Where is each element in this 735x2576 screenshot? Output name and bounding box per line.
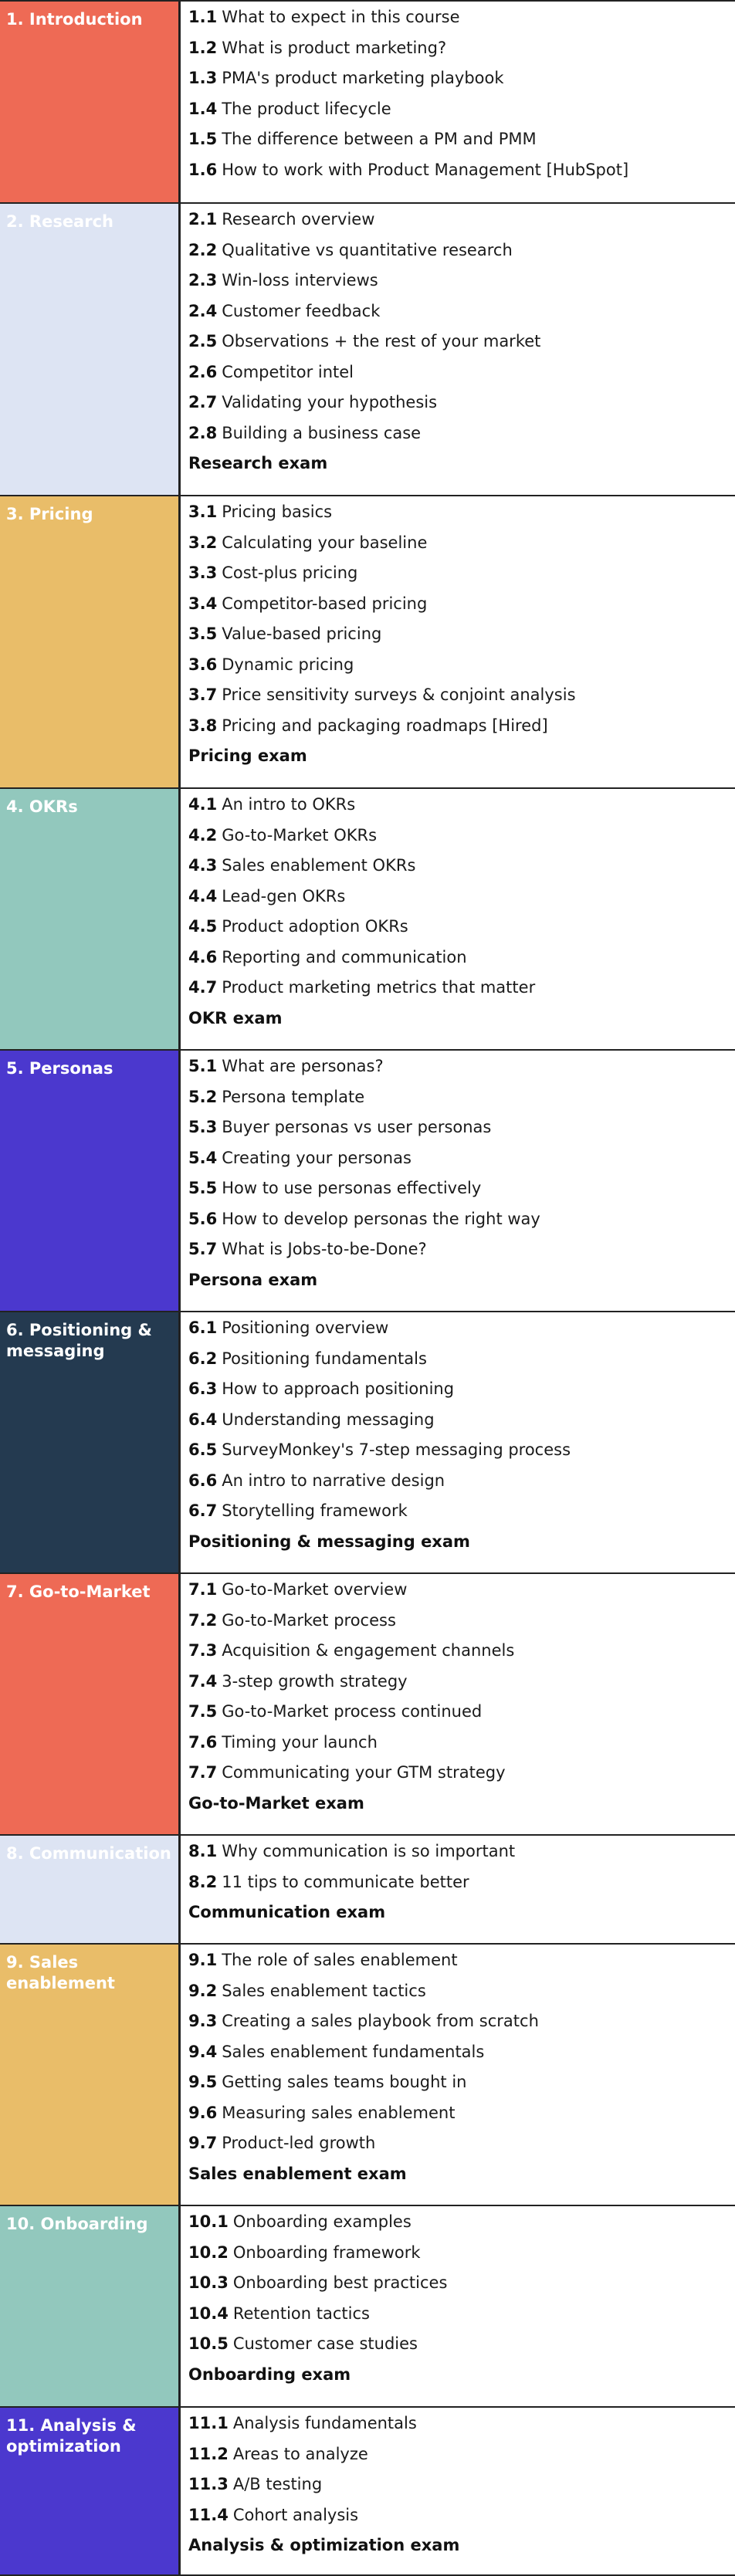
lesson-item[interactable] [188, 826, 735, 857]
module-row [0, 496, 735, 789]
module-label-cell [0, 204, 181, 495]
lesson-number: 1.4 [188, 99, 218, 118]
module-title: 8. Communication [6, 1844, 171, 1863]
lesson-list [181, 2408, 735, 2574]
lesson-number: 7.4 [188, 1671, 218, 1691]
lesson-item[interactable] [188, 2414, 735, 2445]
lesson-number: 5.1 [188, 1057, 218, 1075]
module-row [0, 2, 735, 204]
lesson-title: How to use personas effectively [222, 1179, 482, 1197]
lesson-item[interactable] [188, 655, 735, 686]
lesson-number: 5.5 [188, 1179, 218, 1197]
module-title: 2. Research [6, 212, 113, 231]
lesson-title: Value-based pricing [222, 625, 382, 643]
lesson-title: Customer feedback [222, 301, 381, 320]
lesson-item[interactable] [188, 1501, 735, 1532]
lesson-item[interactable] [188, 1733, 735, 1764]
lesson-title: Validating your hypothesis [222, 393, 438, 411]
lesson-item[interactable] [188, 2273, 735, 2304]
lesson-number: 1.6 [188, 160, 218, 179]
lesson-title: An intro to narrative design [222, 1471, 445, 1490]
lesson-number: 8.1 [188, 1842, 218, 1860]
lesson-title: Retention tactics [232, 2304, 370, 2323]
lesson-number: 2.2 [188, 240, 218, 259]
lesson-title: Storytelling framework [222, 1501, 408, 1520]
lesson-item[interactable] [188, 1210, 735, 1241]
lesson-title: Customer case studies [232, 2334, 418, 2353]
lesson-title: Sales enablement OKRs [222, 856, 416, 875]
lesson-number: 3.7 [188, 685, 218, 704]
lesson-item[interactable] [188, 424, 735, 455]
lesson-title: Positioning overview [222, 1318, 389, 1337]
lesson-title: Go-to-Market process continued [222, 1702, 483, 1721]
module-row [0, 1312, 735, 1574]
lesson-number: 4.3 [188, 856, 218, 875]
lesson-title: Pricing basics [222, 503, 333, 521]
lesson-title: Buyer personas vs user personas [222, 1118, 492, 1136]
lesson-item[interactable] [188, 100, 735, 130]
lesson-title: Research overview [222, 210, 375, 228]
lesson-title: Price sensitivity surveys & conjoint analysis [222, 685, 576, 704]
module-label-cell [0, 1312, 181, 1572]
lesson-title: Onboarding examples [232, 2212, 412, 2231]
lesson-title: Qualitative vs quantitative research [222, 240, 513, 259]
lesson-number: 1.2 [188, 38, 218, 57]
lesson-number: 10.1 [188, 2212, 229, 2231]
lesson-list [181, 2, 735, 202]
lesson-item[interactable] [188, 856, 735, 887]
lesson-title: What to expect in this course [222, 8, 460, 26]
lesson-item[interactable] [188, 1318, 735, 1349]
lesson-item[interactable] [188, 130, 735, 161]
module-row [0, 1836, 735, 1945]
lesson-number: 3.8 [188, 716, 218, 735]
lesson-item[interactable] [188, 1611, 735, 1642]
lesson-item[interactable] [188, 161, 735, 191]
module-label-cell [0, 2408, 181, 2574]
lesson-title: Observations + the rest of your market [222, 332, 541, 350]
lesson-title: Timing your launch [222, 1732, 378, 1752]
lesson-number: 6.6 [188, 1471, 218, 1490]
lesson-item[interactable] [188, 533, 735, 564]
lesson-title: How to approach positioning [222, 1379, 455, 1398]
lesson-title: Why communication is so important [222, 1842, 516, 1860]
lesson-title: What is product marketing? [222, 38, 447, 57]
lesson-item[interactable] [188, 8, 735, 39]
lesson-number: 5.3 [188, 1118, 218, 1136]
lesson-title: An intro to OKRs [222, 795, 356, 814]
lesson-item[interactable] [188, 1240, 735, 1271]
lesson-item[interactable] [188, 1149, 735, 1180]
lesson-number: 10.2 [188, 2243, 229, 2262]
lesson-item[interactable] [188, 69, 735, 100]
lesson-title: Cohort analysis [232, 2505, 359, 2524]
lesson-title: Calculating your baseline [222, 533, 428, 552]
lesson-number: 6.2 [188, 1349, 218, 1368]
lesson-item[interactable] [188, 2334, 735, 2365]
lesson-number: 9.4 [188, 2042, 218, 2061]
lesson-title: Dynamic pricing [222, 655, 354, 674]
lesson-number: 7.2 [188, 1610, 218, 1630]
lesson-number: 6.1 [188, 1318, 218, 1337]
lesson-list [181, 1836, 735, 1943]
lesson-title: Sales enablement tactics [222, 1981, 426, 2000]
lesson-item[interactable] [188, 948, 735, 979]
lesson-item[interactable] [188, 2012, 735, 2043]
lesson-item[interactable] [188, 1349, 735, 1380]
lesson-title: Product-led growth [222, 2134, 376, 2152]
lesson-title: Analysis fundamentals [232, 2414, 417, 2432]
lesson-list [181, 204, 735, 495]
lesson-title: Persona template [222, 1087, 365, 1106]
lesson-item[interactable] [188, 332, 735, 363]
lesson-number: 5.2 [188, 1087, 218, 1106]
lesson-item[interactable] [188, 1873, 735, 1904]
module-row [0, 204, 735, 496]
lesson-item[interactable] [188, 1179, 735, 1210]
lesson-item[interactable] [188, 1982, 735, 2012]
module-title: 4. OKRs [6, 797, 78, 816]
lesson-item[interactable] [188, 241, 735, 272]
module-exam[interactable]: Sales enablement exam [188, 2164, 407, 2183]
lesson-item[interactable] [188, 393, 735, 424]
lesson-item[interactable] [188, 2506, 735, 2537]
lesson-number: 5.6 [188, 1209, 218, 1228]
module-exam[interactable]: Go-to-Market exam [188, 1793, 364, 1813]
lesson-title: Competitor intel [222, 362, 354, 381]
lesson-title: What are personas? [222, 1057, 384, 1075]
lesson-number: 2.3 [188, 271, 218, 289]
module-label-cell [0, 1836, 181, 1943]
lesson-list [181, 1945, 735, 2205]
module-title: 10. Onboarding [6, 2215, 148, 2233]
lesson-title: Understanding messaging [222, 1410, 435, 1429]
module-exam[interactable]: Pricing exam [188, 746, 307, 765]
lesson-number: 9.3 [188, 2012, 218, 2030]
lesson-title: Win-loss interviews [222, 271, 378, 289]
lesson-item[interactable] [188, 1580, 735, 1611]
module-label-cell [0, 2206, 181, 2406]
module-exam[interactable]: Research exam [188, 454, 328, 472]
lesson-item[interactable] [188, 887, 735, 918]
lesson-item[interactable] [188, 795, 735, 826]
lesson-number: 10.3 [188, 2273, 229, 2292]
lesson-item[interactable] [188, 2043, 735, 2073]
module-label-cell [0, 1945, 181, 2205]
module-title: 7. Go-to-Market [6, 1582, 151, 1601]
lesson-number: 9.5 [188, 2073, 218, 2091]
lesson-title: Product adoption OKRs [222, 917, 408, 936]
module-row [0, 1945, 735, 2206]
lesson-item[interactable] [188, 564, 735, 594]
lesson-number: 7.3 [188, 1641, 218, 1660]
lesson-number: 5.4 [188, 1148, 218, 1167]
lesson-item[interactable] [188, 594, 735, 625]
lesson-item[interactable] [188, 2212, 735, 2243]
lesson-item[interactable] [188, 1702, 735, 1733]
lesson-number: 4.7 [188, 978, 218, 997]
lesson-title: A/B testing [232, 2475, 323, 2493]
lesson-number: 4.4 [188, 886, 218, 905]
module-label-cell [0, 1051, 181, 1311]
module-row [0, 1574, 735, 1836]
lesson-item[interactable] [188, 503, 735, 533]
lesson-title: Measuring sales enablement [222, 2103, 456, 2122]
lesson-title: Product marketing metrics that matter [222, 978, 536, 997]
module-row [0, 2408, 735, 2576]
lesson-item[interactable] [188, 1763, 735, 1794]
module-title: 11. Analysis & optimization [6, 2416, 137, 2456]
lesson-number: 3.2 [188, 533, 218, 552]
lesson-number: 2.8 [188, 423, 218, 442]
lesson-list [181, 1312, 735, 1572]
lesson-title: Reporting and communication [222, 947, 467, 966]
lesson-item[interactable] [188, 2243, 735, 2274]
module-row [0, 2206, 735, 2408]
module-label-cell [0, 1574, 181, 1834]
lesson-item[interactable] [188, 1118, 735, 1149]
lesson-item[interactable] [188, 1088, 735, 1119]
lesson-item[interactable] [188, 302, 735, 333]
lesson-item[interactable] [188, 625, 735, 655]
lesson-title: Competitor-based pricing [222, 594, 428, 613]
lesson-item[interactable] [188, 978, 735, 1009]
lesson-title: Getting sales teams bought in [222, 2073, 467, 2091]
lesson-number: 2.7 [188, 393, 218, 411]
lesson-number: 4.1 [188, 795, 218, 814]
lesson-item[interactable] [188, 2104, 735, 2134]
lesson-title: Go-to-Market overview [222, 1580, 408, 1599]
lesson-number: 7.1 [188, 1580, 218, 1599]
lesson-number: 11.4 [188, 2505, 229, 2524]
lesson-number: 2.4 [188, 301, 218, 320]
lesson-number: 9.7 [188, 2134, 218, 2152]
lesson-item[interactable] [188, 2445, 735, 2476]
lesson-number: 1.5 [188, 130, 218, 148]
lesson-number: 3.6 [188, 655, 218, 674]
lesson-number: 11.1 [188, 2414, 229, 2432]
lesson-title: How to develop personas the right way [222, 1209, 540, 1228]
lesson-title: The role of sales enablement [222, 1951, 458, 1969]
lesson-item[interactable] [188, 2134, 735, 2165]
lesson-title: Sales enablement fundamentals [222, 2042, 485, 2061]
module-label-cell [0, 2, 181, 202]
lesson-item[interactable] [188, 2475, 735, 2506]
lesson-number: 4.2 [188, 825, 218, 845]
module-exam[interactable]: Onboarding exam [188, 2364, 351, 2384]
lesson-item[interactable] [188, 1410, 735, 1441]
lesson-number: 9.1 [188, 1951, 218, 1969]
lesson-number: 10.4 [188, 2304, 229, 2323]
lesson-title: The difference between a PM and PMM [222, 130, 537, 148]
lesson-item[interactable] [188, 716, 735, 747]
lesson-item[interactable] [188, 1641, 735, 1672]
lesson-number: 4.6 [188, 947, 218, 966]
lesson-number: 7.7 [188, 1763, 218, 1782]
lesson-list [181, 789, 735, 1049]
lesson-title: Communicating your GTM strategy [222, 1763, 506, 1782]
lesson-number: 2.1 [188, 210, 218, 228]
lesson-title: Go-to-Market process [222, 1610, 396, 1630]
module-title: 3. Pricing [6, 505, 93, 523]
lesson-number: 2.5 [188, 332, 218, 350]
lesson-item[interactable] [188, 1672, 735, 1703]
lesson-title: Pricing and packaging roadmaps [Hired] [222, 716, 548, 735]
lesson-list [181, 1051, 735, 1311]
lesson-number: 4.5 [188, 917, 218, 936]
lesson-title: PMA's product marketing playbook [222, 69, 504, 87]
lesson-item[interactable] [188, 1471, 735, 1502]
module-exam[interactable]: Communication exam [188, 1903, 386, 1921]
lesson-item[interactable] [188, 39, 735, 69]
lesson-number: 7.5 [188, 1702, 218, 1721]
module-title: 6. Positioning & messaging [6, 1321, 152, 1360]
lesson-item[interactable] [188, 363, 735, 394]
lesson-number: 7.6 [188, 1732, 218, 1752]
lesson-number: 3.3 [188, 564, 218, 582]
lesson-item[interactable] [188, 210, 735, 241]
lesson-number: 9.2 [188, 1981, 218, 2000]
lesson-number: 10.5 [188, 2334, 229, 2353]
lesson-list [181, 496, 735, 787]
lesson-title: Acquisition & engagement channels [222, 1641, 515, 1660]
lesson-number: 3.4 [188, 594, 218, 613]
lesson-item[interactable] [188, 1379, 735, 1410]
lesson-title: Creating your personas [222, 1148, 412, 1167]
lesson-number: 11.3 [188, 2475, 229, 2493]
lesson-number: 11.2 [188, 2444, 229, 2463]
module-row [0, 789, 735, 1051]
lesson-number: 5.7 [188, 1240, 218, 1258]
lesson-number: 1.1 [188, 8, 218, 26]
module-exam[interactable]: Positioning & messaging exam [188, 1532, 470, 1551]
lesson-title: SurveyMonkey's 7-step messaging process [222, 1440, 571, 1459]
lesson-item[interactable] [188, 1842, 735, 1873]
lesson-title: 3-step growth strategy [222, 1671, 408, 1691]
lesson-number: 8.2 [188, 1872, 218, 1891]
module-exam[interactable]: Analysis & optimization exam [188, 2536, 460, 2554]
lesson-item[interactable] [188, 1951, 735, 1982]
lesson-title: Lead-gen OKRs [222, 886, 346, 905]
lesson-title: The product lifecycle [222, 99, 391, 118]
lesson-title: Onboarding best practices [232, 2273, 448, 2292]
lesson-item[interactable] [188, 1057, 735, 1088]
lesson-item[interactable] [188, 1440, 735, 1471]
module-row [0, 1051, 735, 1312]
lesson-list [181, 2206, 735, 2406]
lesson-title: Areas to analyze [232, 2444, 368, 2463]
lesson-title: 11 tips to communicate better [222, 1872, 469, 1891]
lesson-number: 9.6 [188, 2103, 218, 2122]
lesson-item[interactable] [188, 685, 735, 716]
lesson-number: 6.4 [188, 1410, 218, 1429]
module-exam[interactable]: Persona exam [188, 1270, 318, 1289]
lesson-title: Positioning fundamentals [222, 1349, 427, 1368]
lesson-title: Onboarding framework [232, 2243, 421, 2262]
lesson-title: Go-to-Market OKRs [222, 825, 378, 845]
lesson-number: 6.3 [188, 1379, 218, 1398]
lesson-number: 3.1 [188, 503, 218, 521]
lesson-number: 3.5 [188, 625, 218, 643]
module-title: 1. Introduction [6, 10, 143, 29]
lesson-item[interactable] [188, 917, 735, 948]
module-exam[interactable]: OKR exam [188, 1008, 283, 1027]
module-label-cell [0, 789, 181, 1049]
lesson-title: What is Jobs-to-be-Done? [222, 1240, 427, 1258]
lesson-item[interactable] [188, 2073, 735, 2104]
lesson-list [181, 1574, 735, 1834]
lesson-title: How to work with Product Management [HubSpot] [222, 160, 629, 179]
lesson-item[interactable] [188, 2304, 735, 2335]
module-label-cell [0, 496, 181, 787]
lesson-item[interactable] [188, 271, 735, 302]
module-title: 5. Personas [6, 1059, 113, 1078]
lesson-title: Creating a sales playbook from scratch [222, 2012, 539, 2030]
lesson-title: Cost-plus pricing [222, 564, 358, 582]
lesson-title: Building a business case [222, 423, 422, 442]
lesson-number: 6.7 [188, 1501, 218, 1520]
module-title: 9. Sales enablement [6, 1953, 115, 1992]
lesson-number: 2.6 [188, 362, 218, 381]
lesson-number: 6.5 [188, 1440, 218, 1459]
lesson-number: 1.3 [188, 69, 218, 87]
